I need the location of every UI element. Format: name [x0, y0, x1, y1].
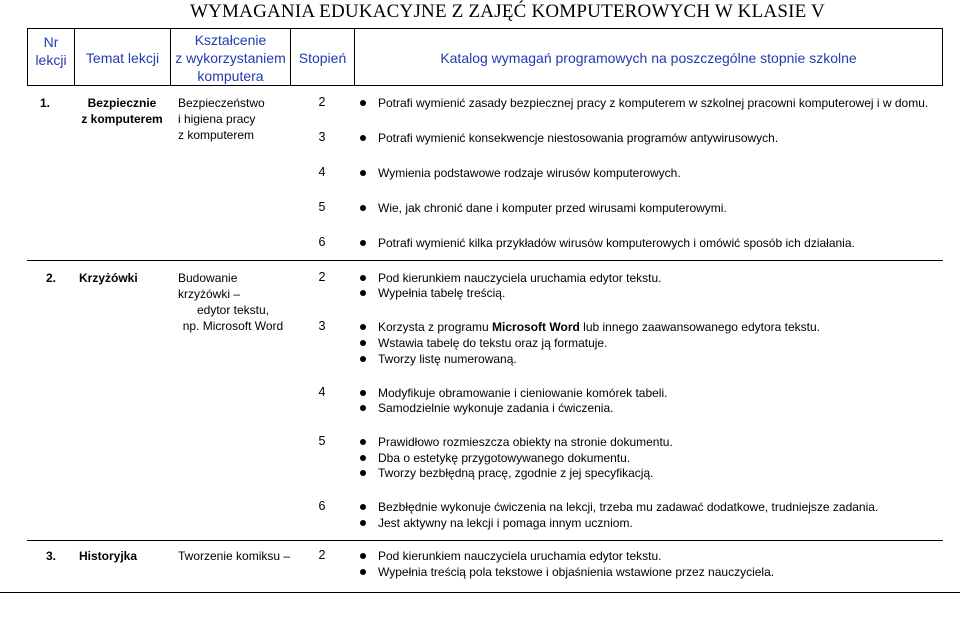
requirement-item: Pod kierunkiem nauczyciela uruchamia edytor tekstu. [378, 271, 662, 285]
lesson-nr: 2. [46, 271, 57, 285]
requirement-item [378, 320, 820, 334]
requirement-item: Tworzy bezbłędną pracę, zgodnie z jej specyfikacją. [378, 466, 654, 480]
lesson-education [178, 95, 265, 143]
row-separator [27, 260, 943, 261]
header-ksztalcenie [171, 31, 290, 85]
bullet-icon [360, 569, 366, 575]
header-temat: Temat lekcji [85, 50, 160, 66]
lesson-topic [76, 95, 168, 127]
header-ksztalcenie-line: z wykorzystaniem [175, 50, 286, 66]
level-number: 4 [318, 385, 326, 399]
header-nr-line: Nr [43, 34, 59, 50]
requirement-text: lub innego zaawansowanego edytora tekstu. [579, 320, 820, 334]
level-number: 3 [318, 319, 326, 333]
bullet-icon [360, 520, 366, 526]
header-nr [28, 33, 74, 69]
requirement-item: Potrafi wymienić kilka przykładów wirusów komputerowych i omówić sposób ich działania. [378, 236, 855, 250]
lesson-education-line: Bezpieczeństwo [178, 96, 265, 110]
header-ksztalcenie-line: Kształcenie [194, 32, 267, 48]
lesson-education-line: Budowanie krzyżówki – [178, 271, 241, 301]
header-ksztalcenie-line: komputera [197, 68, 264, 84]
lesson-nr: 3. [46, 549, 57, 563]
lesson-education [178, 270, 288, 334]
lesson-topic: Historyjka [79, 549, 138, 563]
requirement-item: Prawidłowo rozmieszcza obiekty na stronie dokumentu. [378, 435, 673, 449]
lesson-topic-line: Bezpiecznie [87, 96, 157, 110]
requirement-item: Potrafi wymienić zasady bezpiecznej pracy z komputerem w szkolnej pracowni komputerowej i w domu. [378, 96, 929, 110]
bullet-icon [360, 470, 366, 476]
bullet-icon [360, 135, 366, 141]
lesson-nr: 1. [40, 96, 51, 110]
lesson-topic-line: z komputerem [81, 112, 163, 126]
requirement-item: Wymienia podstawowe rodzaje wirusów komputerowych. [378, 166, 681, 180]
bullet-icon [360, 324, 366, 330]
lesson-education-line: i higiena pracy [178, 112, 256, 126]
requirement-item: Wypełnia tabelę treścią. [378, 286, 506, 300]
header-stopien: Stopień [298, 50, 347, 66]
bullet-icon [360, 356, 366, 362]
bullet-icon [360, 390, 366, 396]
lesson-education-line: edytor tekstu, [196, 303, 270, 317]
requirement-text: Korzysta z programu [378, 320, 493, 334]
requirement-item: Samodzielnie wykonuje zadania i ćwiczenia. [378, 401, 614, 415]
table-top-border [27, 28, 943, 29]
header-bottom-border [27, 85, 943, 86]
requirement-item: Jest aktywny na lekcji i pomaga innym uczniom. [378, 516, 633, 530]
bullet-icon [360, 240, 366, 246]
bullet-icon [360, 455, 366, 461]
lesson-education-line: z komputerem [178, 128, 255, 142]
level-number: 6 [318, 499, 326, 513]
header-nr-line: lekcji [35, 52, 67, 68]
bullet-icon [360, 405, 366, 411]
lesson-topic: Krzyżówki [79, 271, 138, 285]
lesson-education: Tworzenie komiksu – [178, 549, 291, 563]
requirement-item: Modyfikuje obramowanie i cieniowanie komórek tabeli. [378, 386, 668, 400]
level-number: 6 [318, 235, 326, 249]
bullet-icon [360, 439, 366, 445]
requirement-item: Wypełnia treścią pola tekstowe i objaśnienia wstawione przez nauczyciela. [378, 565, 775, 579]
table-bottom-border [0, 592, 960, 593]
level-number: 2 [318, 95, 326, 109]
level-number: 2 [318, 270, 326, 284]
header-katalog: Katalog wymagań programowych na poszczególne stopnie szkolne [440, 50, 857, 66]
bullet-icon [360, 205, 366, 211]
level-number: 4 [318, 165, 326, 179]
requirement-item: Wie, jak chronić dane i komputer przed wirusami komputerowymi. [378, 201, 727, 215]
requirement-item: Pod kierunkiem nauczyciela uruchamia edytor tekstu. [378, 549, 662, 563]
requirement-item: Dba o estetykę przygotowywanego dokumentu. [378, 451, 631, 465]
requirement-item: Tworzy listę numerowaną. [378, 352, 517, 366]
bullet-icon [360, 100, 366, 106]
table-right-border [942, 28, 943, 86]
bullet-icon [360, 504, 366, 510]
bullet-icon [360, 290, 366, 296]
requirement-emphasis: Microsoft Word [492, 320, 580, 334]
requirement-item: Bezbłędnie wykonuje ćwiczenia na lekcji, trzeba mu zadawać dodatkowe, trudniejsze zadania. [378, 500, 879, 514]
bullet-icon [360, 170, 366, 176]
bullet-icon [360, 275, 366, 281]
bullet-icon [360, 553, 366, 559]
level-number: 2 [318, 548, 326, 562]
level-number: 3 [318, 130, 326, 144]
row-separator [27, 540, 943, 541]
requirement-item: Potrafi wymienić konsekwencje niestosowania programów antywirusowych. [378, 131, 779, 145]
bullet-icon [360, 340, 366, 346]
page-title: WYMAGANIA EDUKACYJNE Z ZAJĘĆ KOMPUTEROWYCH W KLASIE V [190, 1, 825, 22]
level-number: 5 [318, 434, 326, 448]
lesson-education-line: np. Microsoft Word [182, 319, 284, 333]
level-number: 5 [318, 200, 326, 214]
requirement-item: Wstawia tabelę do tekstu oraz ją formatuje. [378, 336, 608, 350]
